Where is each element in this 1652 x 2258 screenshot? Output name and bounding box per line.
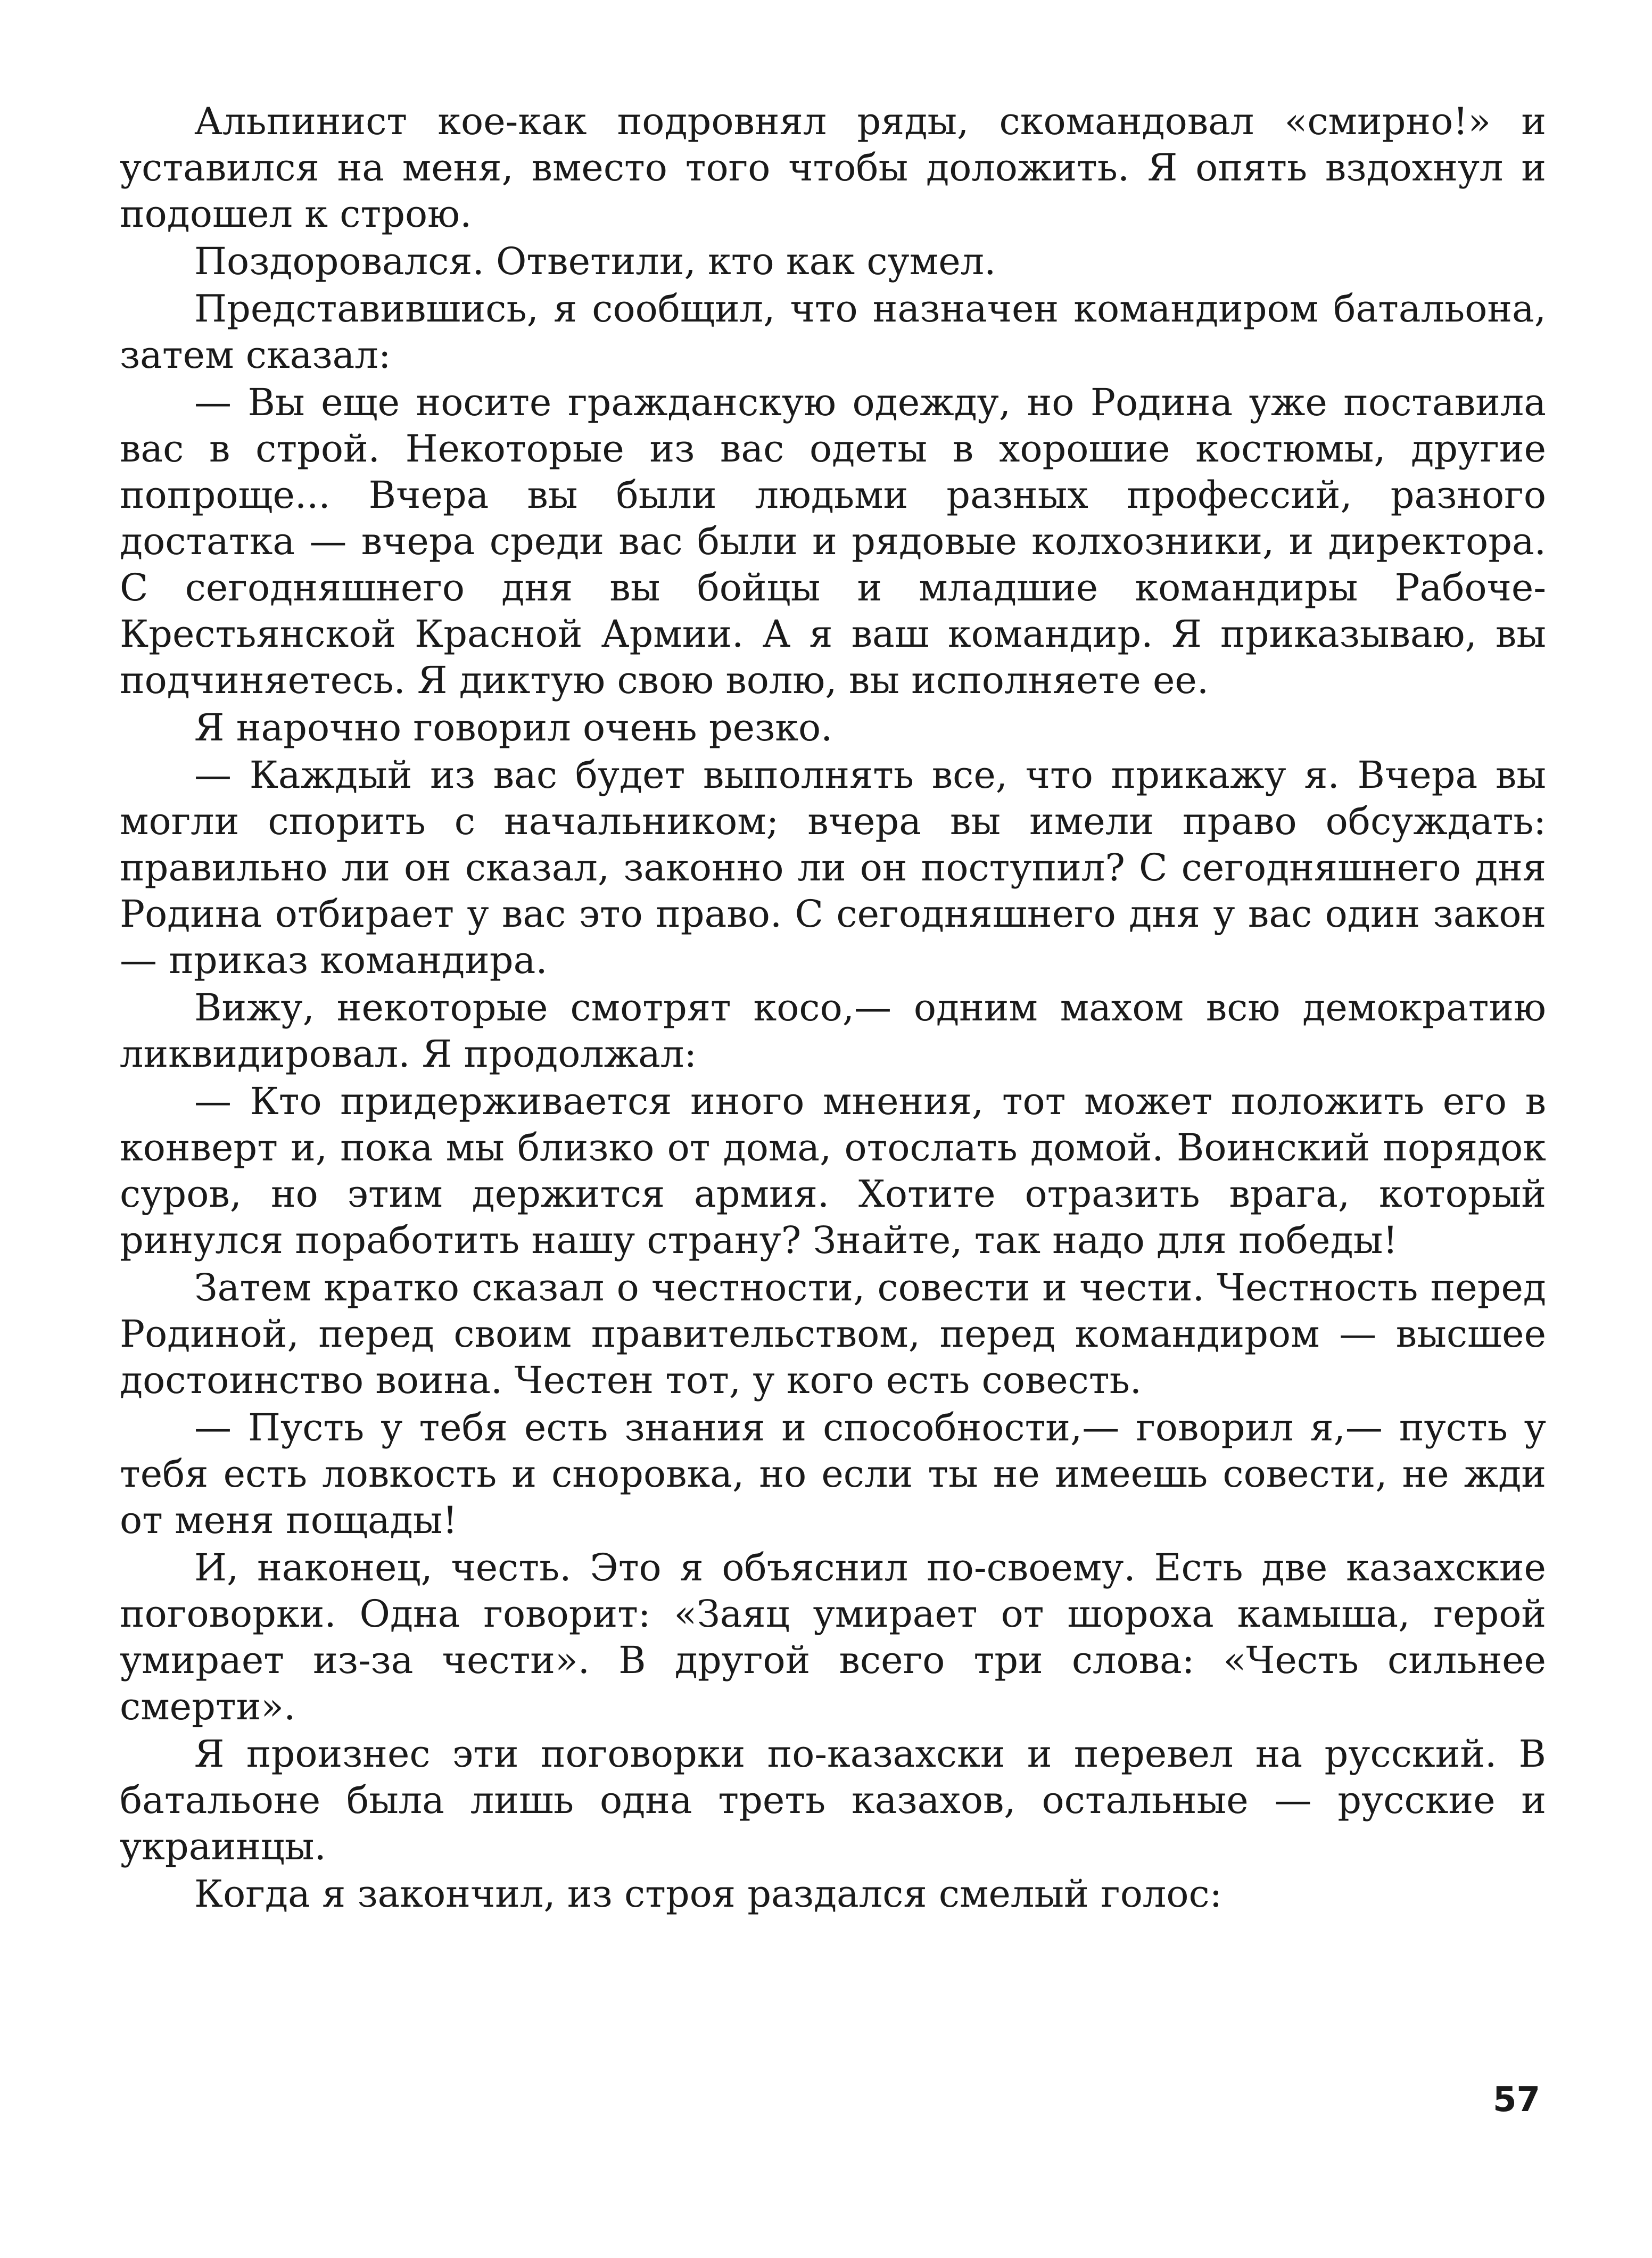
paragraph: — Кто придерживается иного мнения, тот может положить его в конверт и, пока мы близко от дома, отослать домой. Воинский порядок суров, но этим держится армия. Хотите отразить врага, который ринулся поработить нашу страну? Знайте, так надо для победы!	[120, 1079, 1546, 1262]
paragraph: Когда я закончил, из строя раздался смелый голос:	[194, 1872, 1223, 1916]
paragraph: — Каждый из вас будет выполнять все, что прикажу я. Вчера вы могли спорить с начальником; вчера вы имели право обсуждать: правильно ли он сказал, законно ли он поступил? С сегодняшнего дня Родина отбирает у вас это право. С сегодняшнего дня у вас один закон — приказ командира.	[120, 753, 1546, 982]
paragraph: Вижу, некоторые смотрят косо,— одним махом всю демократию ликвидировал. Я продолжал:	[120, 986, 1546, 1076]
body-text	[120, 98, 1546, 1918]
page-number: 57	[1492, 2080, 1540, 2120]
paragraph: Затем кратко сказал о честности, совести и чести. Честность перед Родиной, перед своим правительством, перед командиром — высшее достоинство воина. Честен тот, у кого есть совесть.	[120, 1266, 1546, 1402]
paragraph: Представившись, я сообщил, что назначен командиром батальона, затем сказал:	[120, 287, 1546, 377]
paragraph: Я произнес эти поговорки по-казахски и перевел на русский. В батальоне была лишь одна треть казахов, остальные — русские и украинцы.	[120, 1732, 1546, 1868]
paragraph: — Вы еще носите гражданскую одежду, но Родина уже поставила вас в строй. Некоторые из вас одеты в хорошие костюмы, другие попроще... Вчера вы были людьми разных профессий, разного достатка — вчера среди вас были и рядовые колхозники, и директора. С сегодняшнего дня вы бойцы и младшие командиры Рабоче-Крестьянской Красной Армии. А я ваш командир. Я приказываю, вы подчиняетесь. Я диктую свою волю, вы исполняете ее.	[120, 381, 1546, 702]
paragraph: Я нарочно говорил очень резко.	[194, 706, 833, 749]
paragraph: И, наконец, честь. Это я объяснил по-своему. Есть две казахские поговорки. Одна говорит: «Заяц умирает от шороха камыша, герой умирает из-за чести». В другой всего три слова: «Честь сильнее смерти».	[120, 1546, 1546, 1728]
paragraph: Альпинист кое-как подровнял ряды, скомандовал «смирно!» и уставился на меня, вместо того чтобы доложить. Я опять вздохнул и подошел к строю.	[120, 100, 1546, 236]
paragraph: — Пусть у тебя есть знания и способности,— говорил я,— пусть у тебя есть ловкость и сноровка, но если ты не имеешь совести, не жди от меня пощады!	[120, 1406, 1546, 1542]
paragraph: Поздоровался. Ответили, кто как сумел.	[194, 240, 996, 283]
